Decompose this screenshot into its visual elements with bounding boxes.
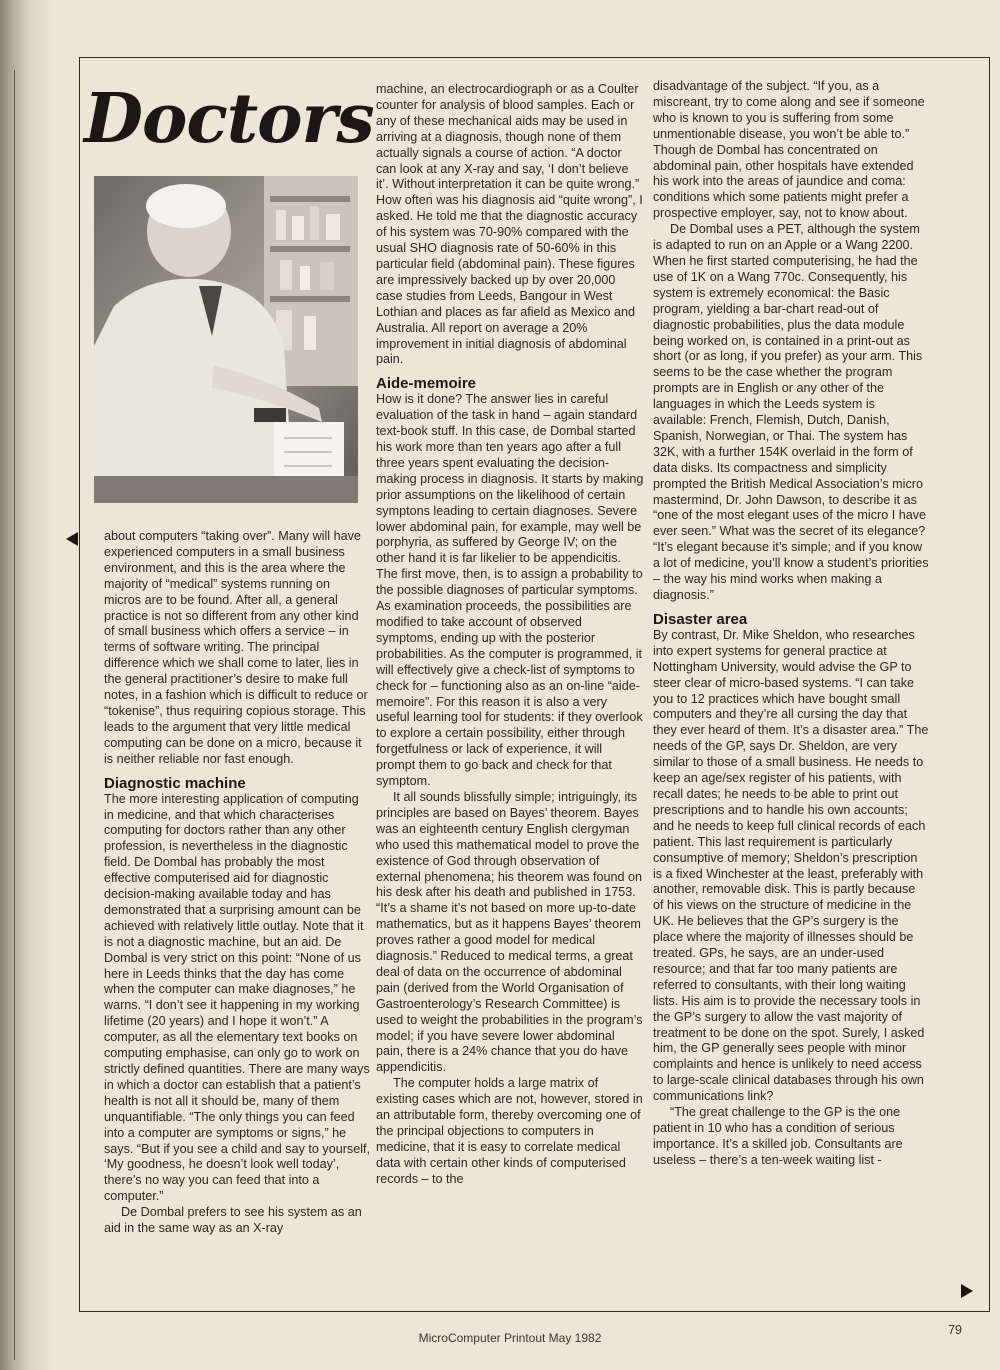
section-heading-aide-memoire: Aide-memoire [376,375,477,393]
paragraph: The more interesting application of computing in medicine, and that which characterises computing for doctors rather than any other profession, is nevertheless in the diagnostic field. De Dombal has probably the most effective computerised aid for diagnostic decision-making available today and has demonstrated that a surprising amount can be achieved with relatively little outlay. Note that it is not a diagnostic machine, but an aid. De Dombal is very strict on this point: “None of us here in Leeds thinks that the day has come when the computer can make diagnoses,” he warns. “I don’t see it happening in my working lifetime (20 years) and I hope it won’t.” A computer, as all the elementary text books on computing emphasise, can only go to work on strictly defined quantities. There are many ways in which a doctor can establish that a patient’s health is not all it should be, many of them unquantifiable. “The only things you can feed into a computer are symptoms or signs,” he says. “But if you see a child and say to yourself, ‘My goodness, he doesn’t look well today’, there’s no way you can feed that into a computer.” [104,791,370,1204]
paragraph: De Dombal prefers to see his system as an aid in the same way as an X-ray [104,1205,362,1236]
continued-from-arrow-icon [66,532,78,546]
column-2 [376,82,644,1188]
paragraph: about computers “taking over”. Many will have experienced computers in a small business environment, and this is the area where the majority of “medical” systems running on micros are to be found. After all, a general practice is not so different from any other kind of small business which offers a service – in terms of software writing. The principal difference which we shall come to later, lies in the general practitioner’s desire to make full notes, in a fashion which is difficult to reduce or “tokenise”, thus requiring copious storage. This leads to the argument that very little medical computing can be done on a micro, because it is neither reliable nor fast enough. [104,529,368,766]
paragraph: The computer holds a large matrix of existing cases which are not, however, stored in an attributable form, thereby overcoming one of the principal objections to computers in medicine, that it is easy to correlate medical data with certain other kinds of computerised records – to the [376,1076,643,1186]
section-heading-diagnostic-machine: Diagnostic machine [104,774,246,792]
paragraph: How is it done? The answer lies in careful evaluation of the task in hand – again standard text-book stuff. In this case, de Dombal started his work more than ten years ago after a full three years spent evaluating the decision-making process in diagnosis. It starts by making prior assumptions on the likelihood of certain symptons leading to certain diagnoses. Severe lower abdominal pain, for example, may well be porphyria, as suffered by George IV; on the other hand it is far likelier to be appendicitis. The first move, then, is to assign a probability to the possible diagnoses of particular symptoms. As examination proceeds, the possibilities are modified to take account of observed symptoms, ending up with the posterior probabilities. As the computer is programmed, it will effectively give a check-list of symptoms to check for – functioning also as an on-line “aide-memoire”. For this reason it is also a very useful learning tool for students: if they overlook to explore a certain possibility, either through forgetfulness or lack of experience, it will prompt them to go back and check for that symptom. [376,392,644,789]
publication-footer: MicroComputer Printout May 1982 [418,1331,602,1345]
section-heading-disaster-area: Disaster area [653,610,748,628]
binding-gutter [0,0,52,1370]
paragraph: By contrast, Dr. Mike Sheldon, who researches into expert systems for general practice at Nottingham University, would advise the GP to steer clear of micro-based systems. “I can take you to 12 practices which have bought small computers and they’re all cursing the day that they ever heard of them. It’s a disaster area.” The needs of the GP, says Dr. Sheldon, are very similar to those of a small business. He needs to keep an age/sex register of his patients, with recall dates; he needs to be able to print out prescriptions and to handle his own accounts; and he needs to keep full clinical records of each patient. This last requirement is particularly consumptive of memory; Sheldon’s prescription is a fixed Winchester at the least, preferably with another, removable disk. This is partly because of his views on the structure of medicine in the UK. He believes that the GP’s surgery is the place where the majority of illnesses should be treated. GPs, he says, are an under-used resource; and that far too many patients are referred to consultants, with their long waiting lists. His aim is to provide the necessary tools in the GP’s surgery to allow the vast majority of treatment to be done on the spot. Surely, I asked him, the GP generally sees people with minor complaints and hence is unlikely to need access to large-scale clinical databases through his own communications link? [653,627,929,1104]
paragraph: disadvantage of the subject. “If you, as a miscreant, try to come along and see if someone who is known to you is suffering from some unmentionable disease, you won’t be able to.” Though de Dombal has concentrated on abdominal pain, other hospitals have extended his work into the areas of jaundice and coma: conditions which some patients might prefer a prospective employer, say, not to know about. [653,79,925,221]
gutter-edge [0,70,15,1360]
article-title: Doctors [84,79,374,159]
doctor-photo-illustration [94,176,358,503]
doctor-photo [94,176,358,503]
continued-arrow-icon [961,1284,973,1298]
column-3 [653,79,929,1169]
column-1 [104,529,370,1237]
page-number: 79 [948,1323,962,1337]
paragraph: De Dombal uses a PET, although the system is adapted to run on an Apple or a Wang 2200. When he first started computerising, he had the use of 1K on a Wang 770c. Consequently, his system is extremely economical: the Basic program, yielding a bar-chart read-out of diagnostic probabilities, plus the data module being worked on, is contained in a print-out as short (or as long, if you prefer) as your arm. This seems to be the case whether the program prompts are in English or any other of the languages in which the Leeds system is available: French, Flemish, Dutch, Danish, Spanish, Norwegian, or Thai. The system has 32K, with a further 154K overlaid in the form of data disks. Its compactness and simplicity prompted the British Medical Association’s micro mastermind, Dr. John Dawson, to describe it as “one of the most elegant uses of the micro I have ever seen.” What was the secret of its elegance? “It’s elegant because it’s simple; and if you know a lot of medicine, you’ll know a student’s priorities – the way his mind works when making a diagnosis.” [653,222,929,602]
paragraph: machine, an electrocardiograph or as a Coulter counter for analysis of blood samples. Each or any of these mechanical aids may be used in arriving at a diagnosis, though none of them actually signals a course of action. “A doctor can look at any X-ray and say, ‘I don’t believe it’. Without interpretation it can be quite wrong.” How often was his diagnosis aid “quite wrong”, I asked. He told me that the diagnostic accuracy of his system was 70-90% compared with the usual SHO diagnosis rate of 50-60% in this particular field (abdominal pain). These figures are impressively backed up by over 20,000 case studies from Leeds, Bangour in West Lothian and places as far afield as Mexico and Australia. All report on average a 20% improvement in initial diagnosis of abdominal pain. [376,82,643,367]
paragraph: It all sounds blissfully simple; intriguingly, its principles are based on Bayes’ theorem. Bayes was an eighteenth century English clergyman who used this mathematical model to prove the existence of God through observation of external phenomena; his theorem was found on his desk after his death and published in 1753. “It’s a shame it’s not based on more up-to-date mathematics, but as it happens Bayes’ theorem proves rather a good model for medical diagnosis.” Reduced to medical terms, a great deal of data on the occurrence of abdominal pain (derived from the World Organisation of Gastroenterology’s Research Committee) is used to weight the probabilities in the program’s model; if you have severe lower abdominal pain, there is a 24% chance that you do have appendicitis. [376,789,643,1075]
paragraph: “The great challenge to the GP is the one patient in 10 who has a condition of serious importance. It’s a skilled job. Consultants are useless – there’s a ten-week waiting list - [653,1105,903,1167]
